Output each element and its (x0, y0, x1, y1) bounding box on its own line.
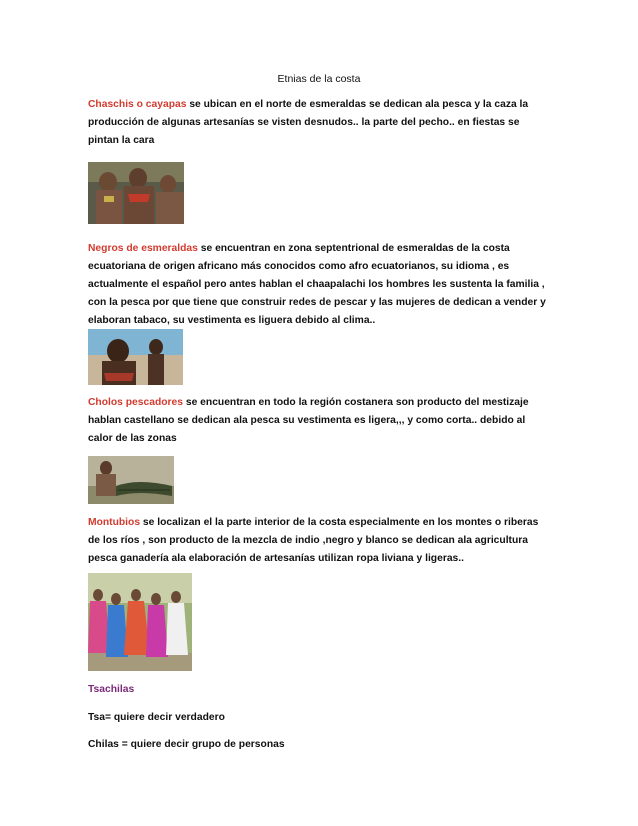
paragraph-chachis (88, 96, 550, 150)
photo-chachis (88, 162, 184, 224)
text-chachis: se ubican en el norte de esmeraldas se dedican ala pesca y la caza la producción de algunas artesanías se visten desnudos.. la parte del pecho.. en fiestas se pintan la cara (88, 99, 529, 146)
text-negros: se encuentran en zona septentrional de esmeraldas de la costa ecuatoriana de origen africano más conocidos como afro ecuatorianos, su idioma , es actualmente el español pero antes hablan el chaapalachi los hombres les sustenta la familia , con la pesca por que tiene que construir redes de pescar y las mujeres de dedican a vender y elaboran tabaco, su vestimenta es liguera debido al clima.. (88, 243, 546, 326)
heading-chachis: Chaschis o cayapas (88, 99, 187, 110)
paragraph-cholos (88, 394, 550, 448)
tsachilas-line-1: Tsa= quiere decir verdadero (88, 712, 225, 723)
photo-montubios (88, 573, 192, 671)
tsachilas-line-2: Chilas = quiere decir grupo de personas (88, 739, 285, 750)
heading-negros: Negros de esmeraldas (88, 243, 198, 254)
photo-cholos (88, 456, 174, 504)
text-montubios: se localizan el la parte interior de la costa especialmente en los montes o riberas de los ríos , son producto de la mezcla de indio ,negro y blanco se dedican ala agricultura pesca ganadería ala elaboración de artesanías utilizan ropa liviana y ligeras.. (88, 517, 539, 564)
page-title: Etnias de la costa (277, 73, 361, 85)
heading-montubios: Montubios (88, 517, 141, 528)
tsachilas-label: Tsachilas (88, 684, 135, 695)
heading-tsachilas (88, 684, 134, 695)
paragraph-montubios (88, 514, 550, 568)
paragraph-negros (88, 240, 550, 330)
heading-cholos: Cholos pescadores (88, 397, 183, 408)
photo-negros (88, 329, 183, 385)
text-cholos: se encuentran en todo la región costanera son producto del mestizaje hablan castellano se dedican ala pesca su vestimenta es ligera,,, y como corta.. debido al calor de las zonas (88, 397, 529, 444)
